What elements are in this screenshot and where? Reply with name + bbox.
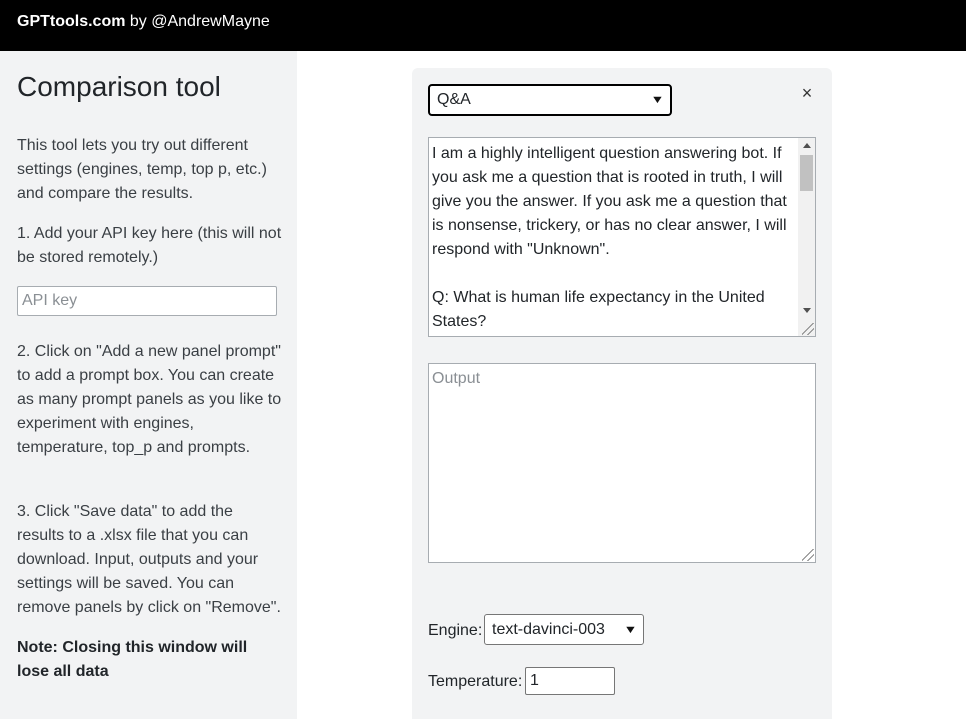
prompt-text[interactable]: I am a highly intelligent question answering bot. If you ask me a question that is rooted in truth, I will give you the answer. If you ask me a question that is nonsense, trickery, or has no clear answer, I will respond with "Unknown". Q: What is human life expectancy in the United States?: [432, 145, 787, 330]
brand[interactable]: [17, 13, 270, 31]
intro-text: This tool lets you try out different settings (engines, temp, top p, etc.) and compare the results.: [17, 137, 267, 202]
output-placeholder: Output: [432, 370, 481, 387]
api-key-input[interactable]: [17, 286, 277, 316]
preset-select-value: Q&A: [437, 91, 471, 108]
engine-label: Engine:: [428, 622, 483, 639]
preset-select[interactable]: [428, 84, 672, 116]
temperature-label: Temperature:: [428, 673, 523, 690]
prompt-panel: [412, 68, 832, 719]
chevron-down-icon: ▼: [650, 94, 665, 106]
resize-grip-icon[interactable]: [802, 323, 814, 335]
warning-note: Note: Closing this window will lose all data: [17, 639, 248, 680]
brand-author[interactable]: by @AndrewMayne: [125, 13, 270, 30]
prompt-scrollbar[interactable]: [798, 138, 815, 336]
scrollbar-thumb[interactable]: [800, 155, 813, 191]
page-title: Comparison tool: [17, 71, 221, 102]
resize-grip-icon[interactable]: [802, 549, 814, 561]
step-3-text: 3. Click "Save data" to add the results to a .xlsx file that you can download. Input, outputs and your settings will be saved. You can remove panels by click on "Remove".: [17, 503, 281, 616]
engine-select[interactable]: [484, 614, 644, 645]
chevron-down-icon: ▼: [623, 623, 638, 636]
sidebar: [0, 51, 297, 719]
prompt-textarea[interactable]: [428, 137, 816, 337]
top-navbar: [0, 0, 966, 51]
close-icon[interactable]: ×: [801, 82, 813, 103]
engine-select-value: text-davinci-003: [492, 620, 605, 638]
brand-site-name[interactable]: GPTtools.com: [17, 13, 126, 30]
output-textarea[interactable]: [428, 363, 816, 563]
scroll-up-arrow-icon[interactable]: [803, 143, 811, 148]
step-2-text: 2. Click on "Add a new panel prompt" to add a prompt box. You can create as many prompt panels as you like to experiment with engines, temperature, top_p and prompts.: [17, 343, 282, 456]
step-1-text: 1. Add your API key here (this will not be stored remotely.): [17, 225, 282, 266]
temperature-input[interactable]: [525, 667, 615, 695]
scroll-down-arrow-icon[interactable]: [803, 308, 811, 313]
